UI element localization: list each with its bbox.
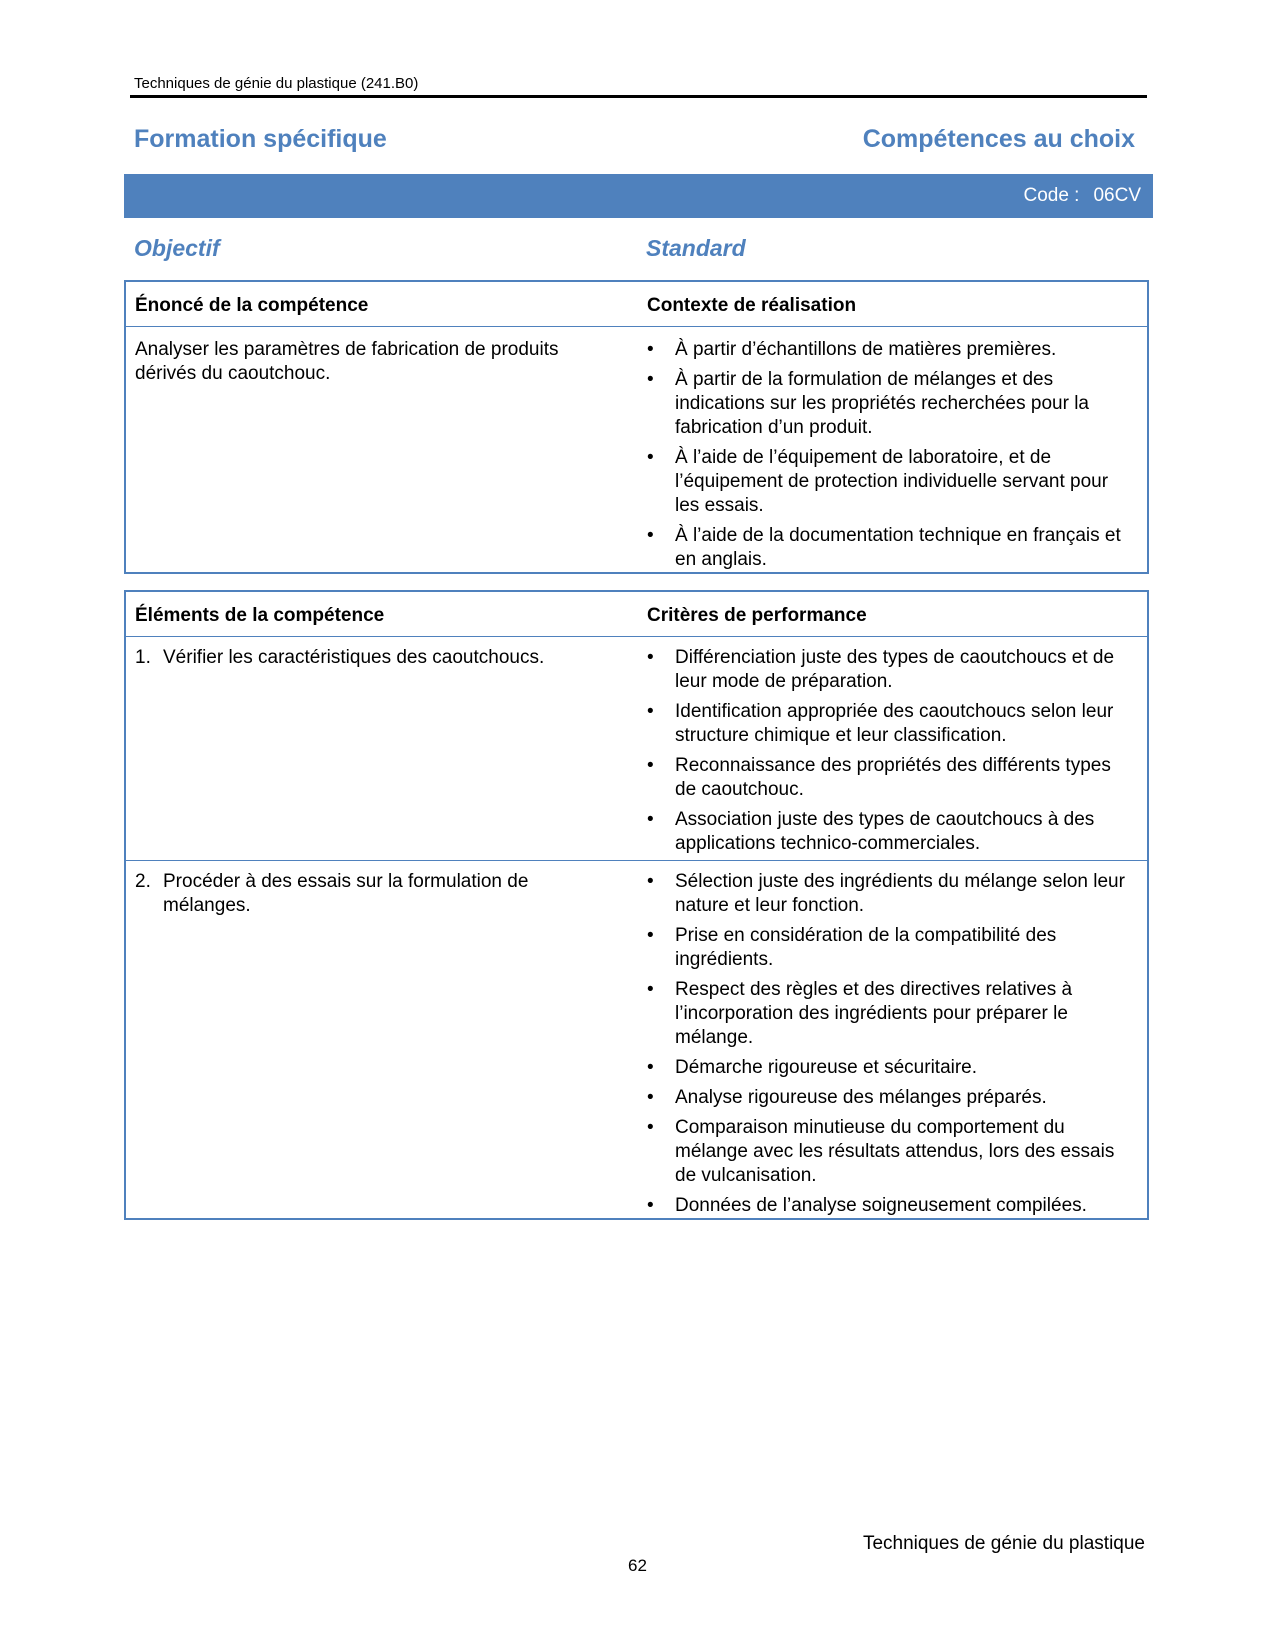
caption-objectif: Objectif — [134, 235, 220, 261]
bullet-icon: • — [647, 647, 654, 668]
context-item: À l’aide de l’équipement de laboratoire, et de l’équipement de protection individuelle servant pour les essais. — [675, 447, 1109, 516]
header-rule — [130, 95, 1147, 98]
list-item — [647, 1194, 1137, 1218]
list-item — [647, 870, 1137, 918]
criterion: Démarche rigoureuse et sécuritaire. — [675, 1057, 978, 1078]
criteria-list — [647, 646, 1137, 862]
element-text: Vérifier les caractéristiques des caoutchoucs. — [163, 647, 545, 668]
objective-table — [124, 280, 1149, 574]
criterion: Identification appropriée des caoutchoucs selon leur structure chimique et leur classification. — [675, 701, 1114, 746]
context-item: À l’aide de la documentation technique en français et en anglais. — [675, 525, 1121, 570]
bullet-icon: • — [647, 755, 654, 776]
criterion: Respect des règles et des directives relatives à l’incorporation des ingrédients pour préparer le mélange. — [675, 979, 1073, 1048]
caption-standard: Standard — [646, 235, 746, 261]
bullet-icon: • — [647, 1057, 654, 1078]
context-item: À partir d’échantillons de matières premières. — [675, 339, 1057, 360]
page-number: 62 — [628, 1556, 647, 1575]
section-title-right: Compétences au choix — [862, 125, 1135, 153]
bullet-icon: • — [647, 701, 654, 722]
table-row — [126, 636, 1147, 861]
bullet-icon: • — [647, 1087, 654, 1108]
element-cell — [135, 646, 605, 670]
code-label-group — [1009, 185, 1141, 207]
list-item — [647, 754, 1137, 802]
col-header-criteres: Critères de performance — [647, 605, 867, 626]
element-text: Procéder à des essais sur la formulation de mélanges. — [163, 871, 529, 916]
list-item — [647, 1086, 1137, 1110]
criterion: Données de l’analyse soigneusement compilées. — [675, 1195, 1087, 1216]
footer-title: Techniques de génie du plastique — [862, 1533, 1145, 1554]
bullet-icon: • — [647, 925, 654, 946]
bullet-icon: • — [647, 369, 654, 390]
bullet-icon: • — [647, 447, 654, 468]
bullet-icon: • — [647, 525, 654, 546]
list-item — [647, 338, 1137, 362]
bullet-icon: • — [647, 339, 654, 360]
criterion: Différenciation juste des types de caoutchoucs et de leur mode de préparation. — [675, 647, 1115, 692]
element-number: 2. — [135, 871, 151, 892]
col-header-enonce: Énoncé de la compétence — [135, 295, 369, 316]
criterion: Association juste des types de caoutchoucs à des applications technico-commerciales. — [675, 809, 1095, 854]
context-list — [647, 338, 1137, 578]
criterion: Reconnaissance des propriétés des différents types de caoutchouc. — [675, 755, 1111, 800]
code-label: Code : — [1023, 185, 1080, 206]
col-header-contexte: Contexte de réalisation — [647, 295, 857, 316]
context-item: À partir de la formulation de mélanges et des indications sur les propriétés recherchées pour la fabrication d’un produit. — [675, 369, 1089, 438]
criterion: Comparaison minutieuse du comportement du mélange avec les résultats attendus, lors des essais de vulcanisation. — [675, 1117, 1115, 1186]
list-item — [647, 924, 1137, 972]
criterion: Sélection juste des ingrédients du mélange selon leur nature et leur fonction. — [675, 871, 1125, 916]
criterion: Prise en considération de la compatibilité des ingrédients. — [675, 925, 1057, 970]
list-item — [647, 700, 1137, 748]
competence-statement: Analyser les paramètres de fabrication de produits dérivés du caoutchouc. — [135, 339, 559, 384]
section-title-left: Formation spécifique — [134, 125, 387, 153]
code-band — [124, 174, 1153, 218]
code-value: 06CV — [1093, 185, 1141, 206]
list-item — [647, 1056, 1137, 1080]
criteria-list — [647, 870, 1137, 1224]
list-item — [647, 524, 1137, 572]
table-row — [126, 860, 1147, 1218]
col-header-elements: Éléments de la compétence — [135, 605, 385, 626]
criterion: Analyse rigoureuse des mélanges préparés. — [675, 1087, 1047, 1108]
bullet-icon: • — [647, 1117, 654, 1138]
bullet-icon: • — [647, 1195, 654, 1216]
list-item — [647, 1116, 1137, 1188]
bullet-icon: • — [647, 871, 654, 892]
list-item — [647, 978, 1137, 1050]
list-item — [647, 646, 1137, 694]
elements-table-header — [126, 592, 1147, 637]
bullet-icon: • — [647, 809, 654, 830]
element-cell — [135, 870, 605, 918]
element-number: 1. — [135, 647, 151, 668]
running-header: Techniques de génie du plastique (241.B0) — [134, 75, 419, 92]
bullet-icon: • — [647, 979, 654, 1000]
list-item — [647, 446, 1137, 518]
objective-table-header — [126, 282, 1147, 327]
elements-table — [124, 590, 1149, 1220]
list-item — [647, 808, 1137, 856]
list-item — [647, 368, 1137, 440]
